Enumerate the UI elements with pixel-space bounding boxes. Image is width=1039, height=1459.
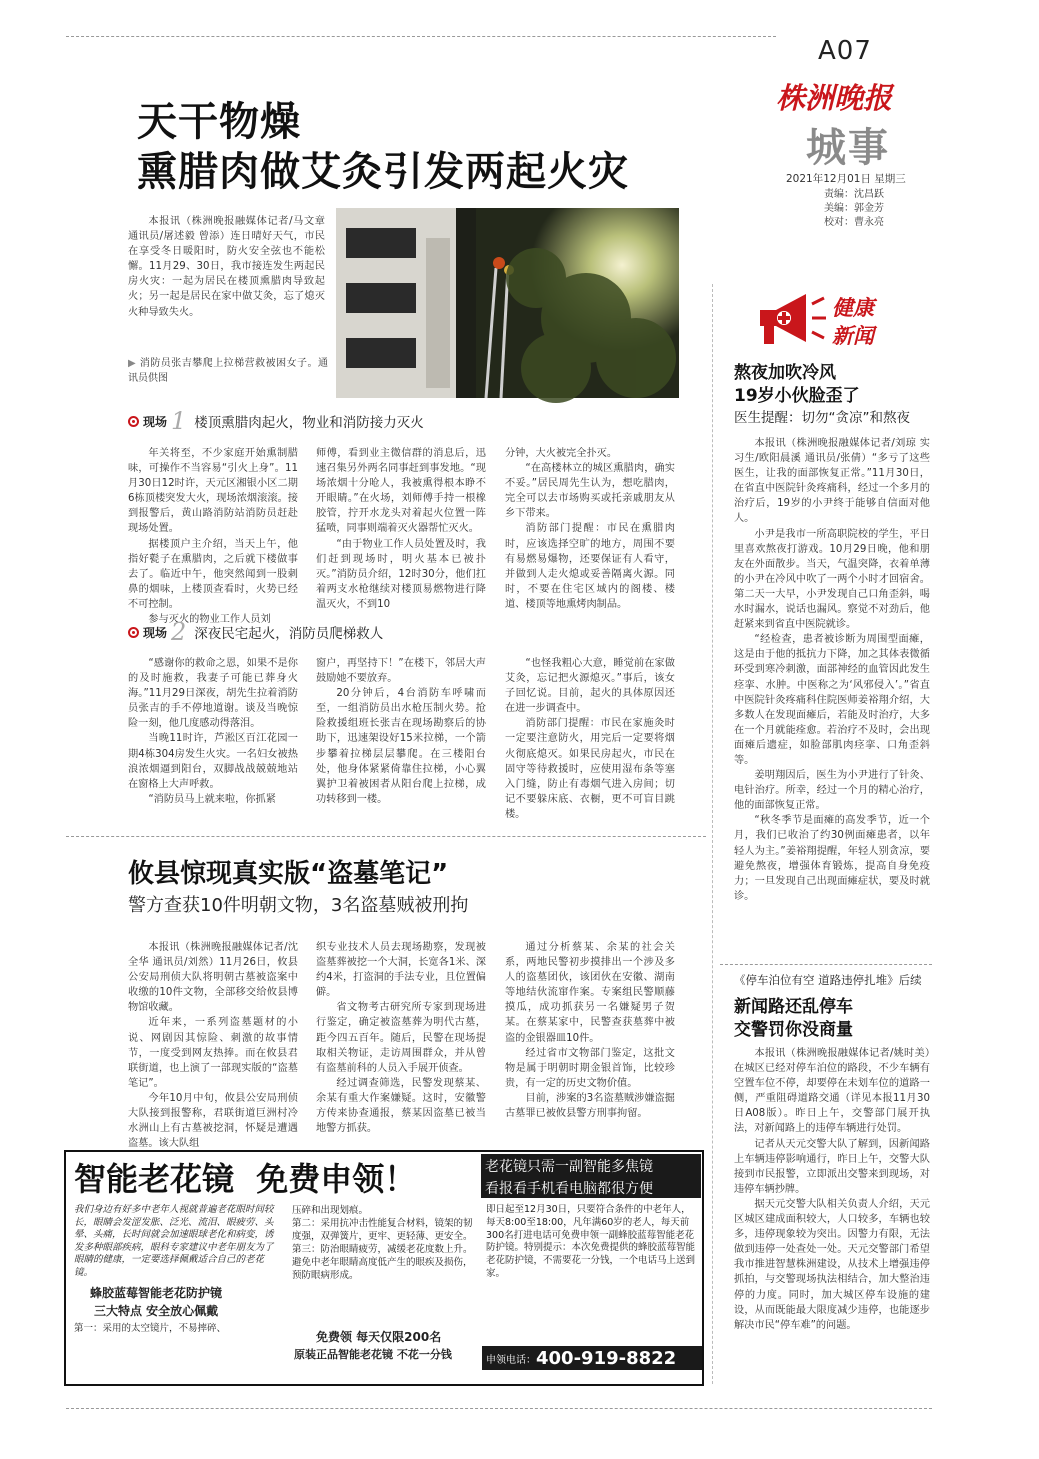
bottom-rule [66, 1408, 932, 1409]
ad-phone-number: 400-919-8822 [536, 1347, 677, 1369]
caption-arrow-icon: ▶ [128, 358, 140, 369]
paper-name: 株洲晚报 [776, 81, 893, 115]
ad-product-name: 蜂胶蓝莓智能老花防护镜 [90, 1286, 223, 1300]
article-tomb-subtitle: 警方查获10件明朝文物，3名盗墓贼被刑拘 [128, 895, 469, 916]
article-tomb-title: 攸县惊现真实版“盗墓笔记” [128, 859, 449, 889]
ad-intro-text: 我们身边有好多中老年人视就普遍老花眼时间较长，眼睛会发涩发胀、泛光、流泪、眼疲劳、头晕、头痛，长时间就会加速眼球老化和病变，诱发多种眼部疾病，眼科专家建议中老年朋友为了眼睛的健康，一定要选择佩戴适合自己的老花镜。 [74, 1204, 274, 1278]
scene1-title: 楼顶熏腊肉起火，物业和消防接力灭火 [194, 415, 424, 431]
parking-title-line1: 新闻路还乱停车 [734, 997, 853, 1017]
scene1-column-2: 师傅，看到业主微信群的消息后，迅速召集另外两名同事赶到事发地。“现场浓烟十分呛人，我被熏得根本睁不开眼睛。”在火场，刘师傅手持一根橡胶管，拧开水龙头对着起火位置一阵猛喷，同事则端着灭火器帮忙灭火。 “由于物业工作人员处置及时，我们赶到现场时，明火基本已被扑灭。”消防员介绍，12时30分，他们扛着两支水枪继续对楼顶易燃物进行降温灭火，不到10 [316, 448, 486, 610]
health-title-line1: 熬夜加吹冷风 [734, 363, 836, 383]
scene2-column-3: “也怪我粗心大意，睡觉前在家做艾灸，忘记把火源熄灭。”事后，该女子回忆说。目前，起火的具体原因还在进一步调查中。 消防部门提醒：市民在家施灸时一定要注意防火，用完后一定要将烟火彻底熄灭。如果民房起火，市民在固守等待救援时，应使用湿布条等塞入门缝，防止有毒烟气进入房间；切记不要躲床底、衣橱，更不可盲目跳楼。 [505, 658, 675, 820]
scene2-header [128, 620, 383, 644]
photo-illustration [336, 208, 679, 398]
scene1-column-1: 年关将至，不少家庭开始熏制腊味，可操作不当容易“引火上身”。11月30日12时许，天元区湘银小区二期6栋顶楼突发大火，现场浓烟滚滚。接到报警后，黄山路消防站消防员赶赴现场处置。 据楼顶户主介绍，当天上午，他指好甏子在熏腊肉，之后就下楼做事去了。临近中午，他突然闻到一股刺鼻的烟味，上楼顶查看时，火势已经不可控制。 参与灭火的物业工作人员刘 [128, 448, 298, 626]
scene-bullet-icon [128, 416, 139, 427]
ad-offer-text: 即日起至12月30日，只要符合条件的中老年人，每天8:00至18:00，凡年满60岁的老人，每天前300名打进电话可免费申领一副蜂胶蓝莓智能老花防护镜。特别提示：本次免费提供的蜂胶蓝莓智能老花防护镜，不需要花一分钱，一个电话马上送到家。 [486, 1204, 696, 1279]
health-body: 本报讯（株洲晚报融媒体记者/刘琼 实习生/欧阳晨溪 通讯员/张倩）“多亏了这些医生，让我的面部恢复正常。”11月30日，在省直中医院针灸疼痛科，经过一个多月的治疗后，19岁的小尹终于能够自信面对他人。 小尹是我市一所高职院校的学生，平日里喜欢熬夜打游戏。10月29日晚，他和朋友在外面散步。当天，气温突降，衣着单薄的小尹在冷风中吹了一两个小时才回宿舍。第二天一大早，小尹发现自己口角歪斜，喝水时漏水，说话也漏风。察觉不对劲后，他赶紧来到省直中医院就诊。 “经检查，患者被诊断为周围型面瘫，这是由于他的抵抗力下降，加之其体表微循环受到寒冷刺激，面部神经的血管因此发生痉挛、水肿。中医称之为‘风邪侵入’。”省直中医院针灸疼痛科住院医师姜裕翔介绍，大多数人在发现面瘫后，若能及时治疗，大多在一个月就能痊愈。若治疗不及时，会出现面瘫后遗症，如脸部肌肉痉挛、口角歪斜等。 姜明翔因后，医生为小尹进行了针灸、电针治疗。所幸，经过一个月的精心治疗，他的面部恢复正常。 “秋冬季节是面瘫的高发季节，近一个月，我们已收治了约30例面瘫患者，以年轻人为主。”姜裕翔提醒，年轻人别贪凉，要避免熬夜，增强体育锻炼，提高自身免疫力；一旦发现自己出现面瘫症状，要及时就诊。 [734, 438, 930, 902]
scene2-number: 2 [171, 618, 187, 646]
ad-headline: 智能老花镜 免费申领！ [74, 1160, 417, 1198]
scene1-column-3: 分钟，大火被完全扑灭。 “在高楼林立的城区熏腊肉，确实不妥。”居民周先生认为，想吃腊肉，完全可以去市场购买或托亲戚朋友从乡下带来。 消防部门提醒：市民在熏腊肉时，应该选择空旷的地方，周围不要有易燃易爆物，还要保证有人看守，并做到人走火熄或妥善隔离火源。同时，不要在住宅区域内的阁楼、楼道、楼顶等地熏烤肉制品。 [505, 448, 675, 610]
staff-credit-proofreader: 校对：曹永亮 [824, 217, 884, 228]
page-number: A07 [818, 36, 872, 66]
ad-slogan-line2: 看报看手机看电脑都很方便 [485, 1181, 653, 1197]
ad-phone-bar[interactable] [482, 1346, 702, 1370]
parking-title-line2: 交警罚你没商量 [734, 1020, 853, 1040]
scene1-number: 1 [171, 407, 187, 435]
ad-box [64, 1150, 704, 1386]
article-fire-lead: 本报讯（株洲晚报融媒体记者/马文章 通讯员/屠述毅 曾添）连日晴好天气，市民在享受冬日暖阳时，防火安全弦也不能松懈。11月29、30日，我市接连发生两起民房火灾：一起为居民在楼顶熏腊肉导致起火；另一起是居民在家中做艾灸，忘了熄灭火种导致失火。 [128, 216, 325, 318]
health-badge-line1: 健康 [832, 296, 874, 320]
parking-kicker: 《停车泊位有空 道路违停扎堆》后续 [734, 973, 922, 987]
photo-caption: ▶ 消防员张吉攀爬上拉梯营救被困女子。通讯员供图 [128, 358, 329, 384]
megaphone-icon [754, 290, 830, 352]
health-badge-line2: 新闻 [832, 324, 874, 348]
scene2-title: 深夜民宅起火，消防员爬梯救人 [194, 626, 384, 642]
tomb-column-3: 通过分析蔡某、余某的社会关系，两地民警初步摸排出一个涉及多人的盗墓团伙，该团伙在安徽、湖南等地结伙流窜作案。专案组民警顺藤摸瓜，成功抓获另一名嫌疑男子贺某。在蔡某家中，民警查获墓葬中被盗的金银器皿10件。 经过省市文物部门鉴定，这批文物是属于明朝时期金银首饰，比较珍贵，有一定的历史文物价值。 目前，涉案的3名盗墓贼涉嫌盗掘古墓罪已被攸县警方刑事拘留。 [505, 942, 675, 1120]
right-divider-rule [720, 964, 932, 965]
ad-slogan-box [481, 1154, 701, 1198]
article-fire-title-line2: 熏腊肉做艾灸引发两起火灾 [137, 149, 629, 195]
scene2-column-2: 窗户，再坚持下！”在楼下，邻居大声鼓励她不要放弃。 20分钟后，4台消防车呼啸而至，一组消防员出水枪压制火势。抢险救援组班长张吉在现场勘察后的协助下，迅速架设好15米拉梯，一个箭步攀着拉梯层层攀爬。在三楼阳台处，他身体紧紧倚靠住拉梯，小心翼翼护卫着被困者从阳台爬上拉梯，成功转移到一楼。 [316, 658, 486, 805]
top-rule [66, 36, 776, 37]
ad-details-text: 压碎和出现划痕。 第二：采用抗冲击性能复合材料，镜架的韧度强，双弹簧片，更牢、更轻薄、更安全。 第三：防治眼睛疲劳，减缓老花度数上升。避免中老年眼睛高度低产生的眼疾及损伤，预防眼病形成。 [292, 1205, 473, 1281]
column-divider [712, 284, 713, 1384]
health-subtitle: 医生提醒：切勿“贪凉”和熬夜 [734, 410, 910, 426]
article-fire-title-line1: 天干物燥 [137, 99, 301, 145]
scene1-badge: 现场 [143, 414, 168, 429]
ad-phone-label: 申领电话： [486, 1354, 536, 1366]
scene2-badge: 现场 [143, 625, 168, 640]
health-title-line2: 19岁小伙脸歪了 [734, 386, 860, 406]
staff-credit-designer: 美编：郭金芳 [824, 203, 884, 214]
divider-rule [66, 836, 706, 837]
ad-free-line: 免费领 每天仅限200名 [316, 1330, 442, 1344]
tomb-column-2: 织专业技术人员去现场勘察，发现被盗墓葬被挖一个大洞，长宽各1米、深约4米，打盗洞的手法专业，且位置偏僻。 省文物考古研究所专家到现场进行鉴定，确定被盗墓葬为明代古墓，距今四五百年。随后，民警在现场提取相关物证，走访周围群众，并从曾有盗墓前科的人员入手展开侦查。 经过调查筛选，民警发现蔡某、余某有重大作案嫌疑。这时，安徽警方传来协查通报，蔡某因盗墓已被当地警方抓获。 [316, 942, 486, 1135]
scene-bullet-icon [128, 627, 139, 638]
issue-date: 2021年12月01日 星期三 [786, 173, 906, 185]
scene1-header [128, 409, 424, 433]
ad-features: 三大特点 安全放心佩戴 [94, 1304, 219, 1318]
masthead-logo [776, 76, 910, 114]
staff-credit-editor: 责编：沈昌跃 [824, 189, 884, 200]
tomb-column-1: 本报讯（株洲晚报融媒体记者/沈全华 通讯员/刘然）11月26日，攸县公安局刑侦大队将明朝古墓被盗案中收缴的10件文物，全部移交给攸县博物馆收藏。 近年来，一系列盗墓题材的小说、网剧因其惊险、刺激的故事情节，一度受到网友热捧。而在攸县君联街道，也上演了一部现实版的“盗墓笔记”。 今年10月中旬，攸县公安局刑侦大队接到报警称，君联街道巨洲村冷水洲山上有古墓被挖洞，怀疑是遭遇盗墓。该大队组 [128, 942, 298, 1150]
section-name: 城事 [806, 124, 890, 171]
scene2-column-1: “感谢你的救命之恩，如果不是你的及时施救，我妻子可能已葬身火海。”11月29日深夜，胡先生拉着消防员张吉的手不停地道谢。谈及当晚惊险一刻，他几度感动得落泪。 当晚11时许，芦淞区百江花园一期4栋304房发生火灾。一名妇女被热浪浓烟逼到阳台，双脚战战兢兢地站在窗格上大声呼救。 “消防员马上就来啦，你抓紧 [128, 658, 298, 805]
ad-genuine-line: 原装正品智能老花镜 不花一分钱 [294, 1348, 452, 1361]
ad-feature-1: 第一：采用的太空镜片，不易摔碎、 [74, 1323, 227, 1334]
ad-slogan-line1: 老花镜只需一副智能多焦镜 [485, 1159, 653, 1175]
fire-rescue-photo [336, 208, 679, 398]
parking-body: 本报讯（株洲晚报融媒体记者/姚时美）在城区已经对停车泊位的路段，不少车辆有空置车位不停，却要停在未划车位的道路一侧，严重阻碍道路交通（详见本报11月30日A08版）。昨日上午，交警部门展开执法，对新闻路上的违停车辆进行处罚。 记者从天元交警大队了解到，因新闻路上车辆违停影响通行，昨日上午，交警大队接到市民报警，立即派出交警来到现场，对违停车辆抄牌。 据天元交警大队相关负责人介绍，天元区城区建成面积较大，人口较多，车辆也较多，违停现象较为突出。因警力有限，无法做到违停一处查处一处。天元交警部门希望我市推进智慧株洲建设，从技术上增强违停抓拍，与交警现场执法相结合，加大整治违停的力度。同时，加大城区停车设施的建设，从而既能最大限度减少违停，也能逐步解决市民“停车难”的问题。 [734, 1048, 930, 1331]
